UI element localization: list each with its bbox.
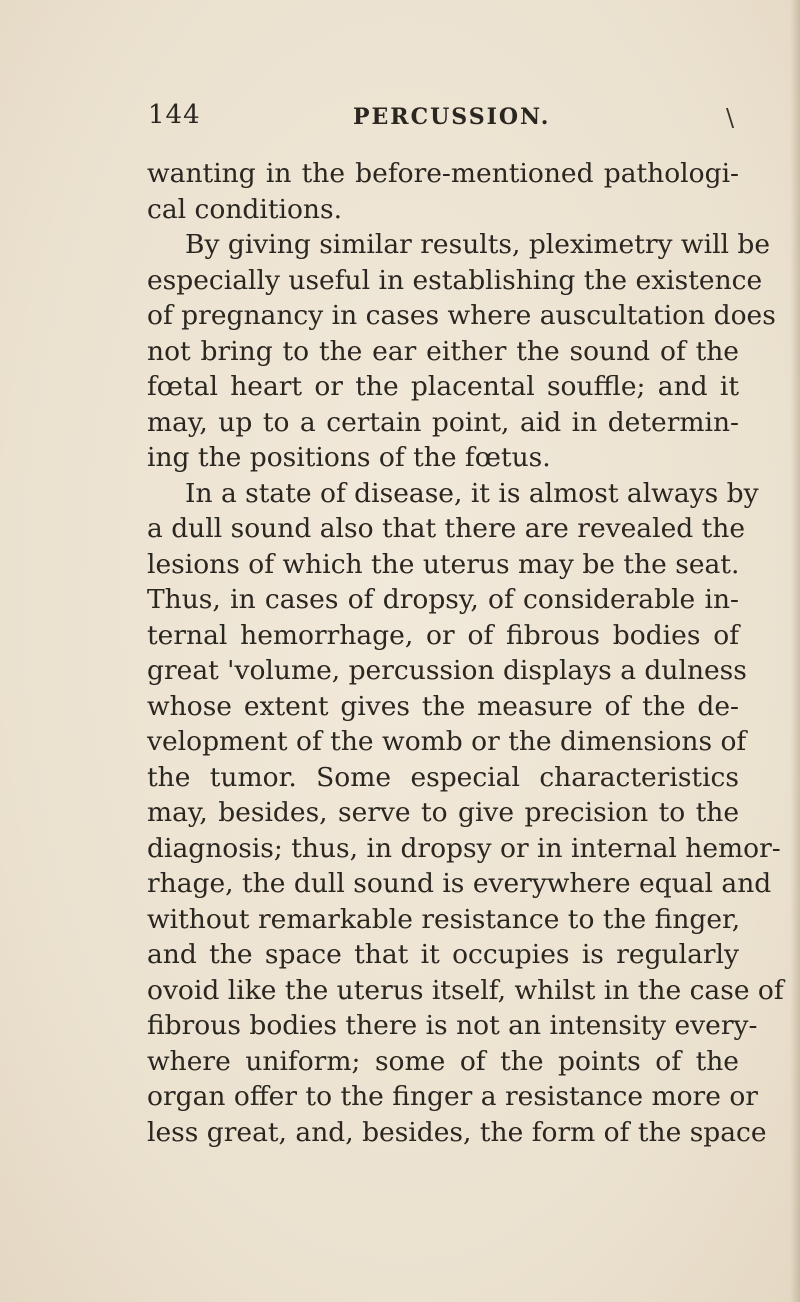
text-line: diagnosis; thus, in dropsy or in internal hemor- (147, 832, 781, 864)
text-line: lesions of which the uterus may be the seat. (147, 548, 740, 580)
text-line: ovoid like the uterus itself, whilst in the case of (147, 974, 784, 1006)
running-title: PERCUSSION. (353, 104, 551, 130)
text-line: may, besides, serve to give precision to the (147, 797, 739, 828)
text-line: great 'volume, percussion displays a dulness (147, 655, 747, 686)
text-line: Thus, in cases of dropsy, of considerable in- (147, 584, 739, 615)
text-line: ing the positions of the fœtus. (147, 442, 551, 473)
running-head (148, 100, 740, 140)
text-line: may, up to a certain point, aid in determin- (147, 406, 739, 438)
text-line: fibrous bodies there is not an intensity every- (147, 1010, 758, 1041)
text-line: the tumor. Some especial characteristics (147, 761, 739, 793)
text-line: especially useful in establishing the existence (147, 264, 763, 296)
text-line: cal conditions. (147, 193, 343, 225)
text-line: In a state of disease, it is almost always by (185, 477, 759, 509)
text-line: wanting in the before-mentioned pathologi- (147, 158, 739, 189)
text-line: organ offer to the finger a resistance more or (147, 1081, 758, 1112)
text-line: velopment of the womb or the dimensions of (147, 726, 747, 757)
text-line: a dull sound also that there are revealed the (147, 513, 746, 544)
stray-mark: \ (726, 104, 735, 132)
text-line: where uniform; some of the points of the (147, 1045, 739, 1077)
text-line: and the space that it occupies is regularly (147, 939, 739, 970)
text-line: without remarkable resistance to the finger, (147, 903, 741, 935)
text-line: whose extent gives the measure of the de- (147, 690, 739, 722)
body-text (147, 156, 784, 1150)
text-line: fœtal heart or the placental souffle; and it (147, 371, 739, 402)
page-number: 144 (148, 100, 201, 130)
text-line: ternal hemorrhage, or of fibrous bodies of (147, 619, 739, 651)
text-line: By giving similar results, pleximetry will be (185, 229, 771, 260)
text-line: less great, and, besides, the form of the space (147, 1116, 767, 1148)
text-line: not bring to the ear either the sound of the (147, 335, 739, 367)
text-line: of pregnancy in cases where auscultation does (147, 300, 776, 331)
page-edge-shadow (790, 0, 800, 1302)
text-line: rhage, the dull sound is everywhere equal and (147, 868, 772, 899)
